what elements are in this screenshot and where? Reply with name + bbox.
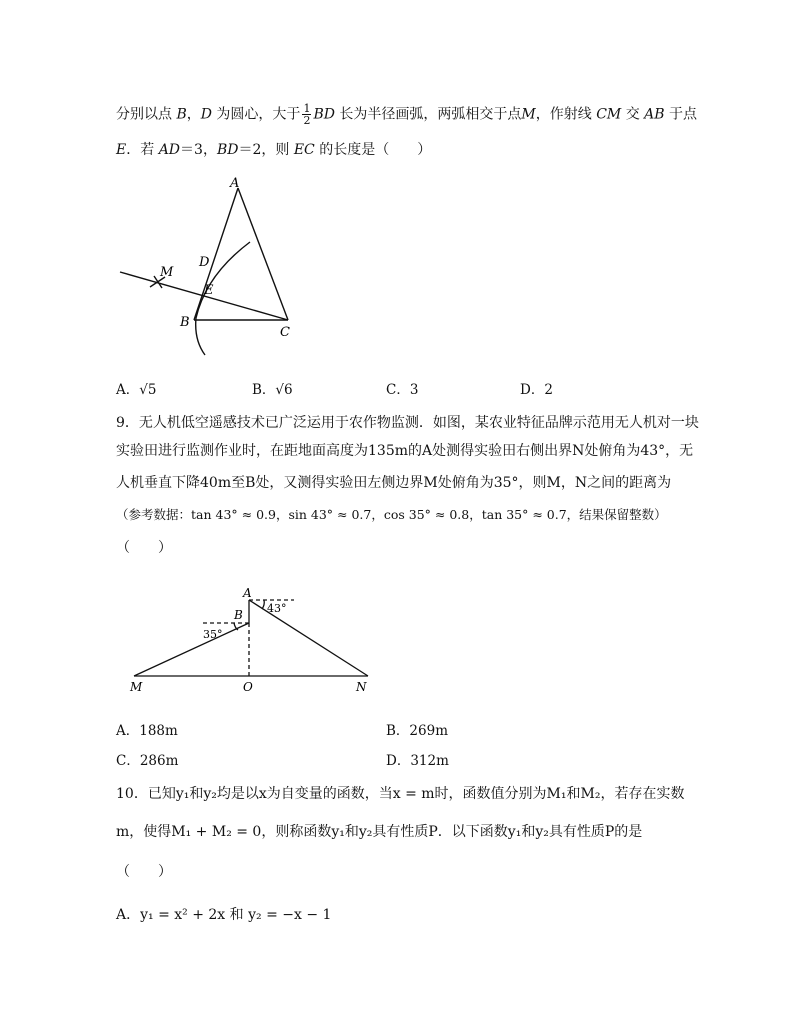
q10-line-2: m，使得M₁ + M₂ = 0，则称函数y₁和y₂具有性质P．以下函数y₁和y₂具有性质P的是 — [116, 824, 643, 840]
label-c: C — [280, 325, 290, 340]
q9-drone-figure — [122, 583, 382, 695]
q9-line-4: （参考数据：tan 43° ≈ 0.9，sin 43° ≈ 0.7，cos 35° ≈ 0.8，tan 35° ≈ 0.7，结果保留整数） — [116, 507, 667, 522]
q8-option-b[interactable]: B．√6 — [252, 382, 293, 398]
label-b: B — [180, 315, 190, 330]
q9-blank: （ ） — [116, 540, 172, 556]
q8-triangle-figure — [110, 170, 310, 360]
label-a: A — [230, 176, 240, 191]
label-a2: A — [243, 586, 252, 600]
q10-option-a[interactable]: A．y₁ = x² + 2x 和 y₂ = −x − 1 — [116, 907, 332, 923]
q9-option-a[interactable]: A．188m — [116, 723, 178, 739]
q8-line-2: E．若 AD＝3，BD＝2，则 EC 的长度是（ ） — [116, 142, 432, 158]
q8-line-1: 分别以点 B，D 为圆心，大于 $\frac{1}{2}$ BD 长为半径画弧，两弧相交于点M，作射线 CM 交 AB 于点 — [116, 102, 698, 127]
q8-option-a[interactable]: A．√5 — [116, 382, 157, 398]
q8-option-c[interactable]: C．3 — [386, 382, 419, 398]
label-m2: M — [130, 680, 143, 694]
label-b2: B — [234, 608, 243, 622]
q9-line-3: 人机垂直下降40m至B处，又测得实验田左侧边界M处俯角为35°，则M，N之间的距离为 — [116, 475, 672, 491]
q9-line-1: 9．无人机低空遥感技术已广泛运用于农作物监测．如图，某农业特征品牌示范用无人机对一块 — [116, 415, 699, 431]
label-angle-43: 43° — [267, 602, 287, 615]
q8-option-d[interactable]: D．2 — [520, 382, 553, 398]
q10-blank: （ ） — [116, 864, 172, 880]
label-o: O — [243, 680, 253, 694]
q10-line-1: 10．已知y₁和y₂均是以x为自变量的函数，当x = m时，函数值分别为M₁和M₂，若存在实数 — [116, 786, 685, 802]
fraction-one-half: $\frac{1}{2}$ — [303, 102, 311, 127]
label-m: M — [160, 265, 174, 280]
q9-option-c[interactable]: C．286m — [116, 753, 179, 769]
label-n: N — [356, 680, 367, 694]
label-e: E — [204, 283, 214, 298]
label-d: D — [199, 255, 210, 270]
q9-line-2: 实验田进行监测作业时，在距地面高度为135m的A处测得实验田右侧出界N处俯角为43°，无 — [116, 443, 694, 459]
q9-option-b[interactable]: B．269m — [386, 723, 448, 739]
label-angle-35: 35° — [203, 628, 223, 641]
q9-option-d[interactable]: D．312m — [386, 753, 449, 769]
